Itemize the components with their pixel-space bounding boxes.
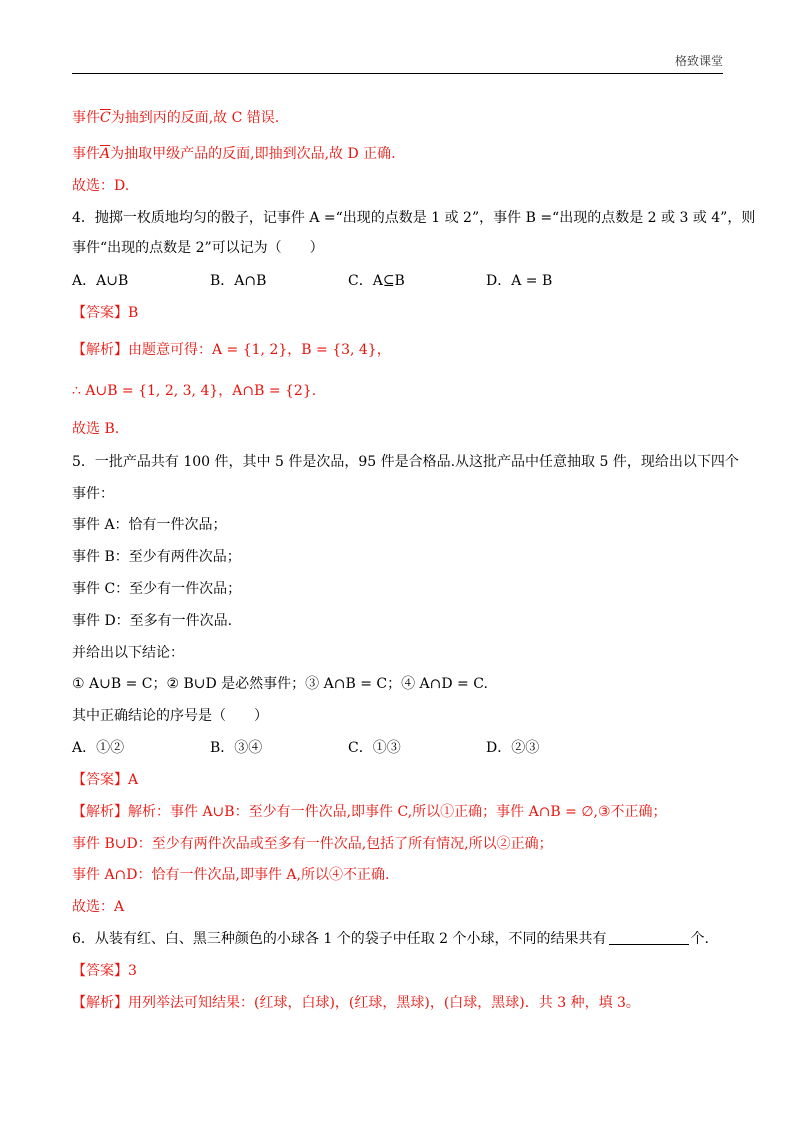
text: 事件 bbox=[72, 110, 100, 126]
complement-c: $\overline{C}$ bbox=[100, 110, 111, 126]
q6-answer: 【答案】3 bbox=[72, 963, 137, 979]
q5-event-c: 事件 C：至少有一件次品； bbox=[72, 581, 242, 597]
header-title: 格致课堂 bbox=[674, 54, 723, 68]
complement-a: $\overline{A}$ bbox=[100, 146, 111, 162]
q5-explain-2: 事件 B∪D：至少有两件次品或至多有一件次品,包括了所有情况,所以②正确； bbox=[72, 836, 553, 852]
q5-option-d: D．②③ bbox=[486, 740, 540, 756]
q5-given: 并给出以下结论： bbox=[72, 645, 184, 661]
q4-option-c: C．A⊆B bbox=[348, 273, 405, 289]
text: 事件 bbox=[72, 146, 100, 162]
text: 6．从装有红、白、黑三种颜色的小球各 1 个的袋子中任取 2 个小球，不同的结果共有 bbox=[72, 931, 607, 947]
q5-conclusions: ① A∪B = C；② B∪D 是必然事件；③ A∩B = C；④ A∩D = C. bbox=[72, 676, 488, 692]
q5-option-a: A．①② bbox=[72, 740, 125, 756]
q4-answer: 【答案】B bbox=[72, 305, 139, 321]
solution-line-c bbox=[72, 108, 723, 128]
q5-answer: 【答案】A bbox=[72, 772, 139, 788]
q6-stem bbox=[72, 929, 723, 949]
q4-explain-2: ∴ A∪B = {1, 2, 3, 4}，A∩B = {2}. bbox=[72, 383, 317, 399]
q4-choice: 故选 B. bbox=[72, 421, 120, 437]
answer-blank bbox=[609, 930, 689, 945]
q5-options bbox=[72, 738, 723, 758]
q5-stem-2: 事件： bbox=[72, 486, 114, 502]
q5-question: 其中正确结论的序号是（ ） bbox=[72, 708, 268, 724]
q4-option-a: A．A∪B bbox=[72, 273, 129, 289]
q4-options bbox=[72, 271, 723, 291]
q5-explain-1: 【解析】解析：事件 A∪B：至少有一件次品,即事件 C,所以①正确；事件 A∩B = ∅,③不正确； bbox=[72, 804, 667, 820]
solution-line-a bbox=[72, 144, 723, 164]
q5-choice: 故选：A bbox=[72, 899, 125, 915]
q5-event-a: 事件 A：恰有一件次品； bbox=[72, 517, 227, 533]
q4-explain-1: 【解析】由题意可得：A = {1, 2}，B = {3, 4}， bbox=[72, 342, 391, 358]
choice-line: 故选：D. bbox=[72, 178, 130, 194]
q4-option-b: B．A∩B bbox=[210, 273, 267, 289]
q4-option-d: D．A = B bbox=[486, 273, 553, 289]
text: 为抽取甲级产品的反面,即抽到次品,故 D 正确. bbox=[110, 146, 396, 162]
q5-option-c: C．①③ bbox=[348, 740, 401, 756]
q4-stem-1: 4．抛掷一枚质地均匀的骰子，记事件 A =“出现的点数是 1 或 2”，事件 B =“出现的点数是 2 或 3 或 4”，则 bbox=[72, 210, 756, 226]
q5-event-b: 事件 B：至少有两件次品； bbox=[72, 549, 241, 565]
q5-explain-3: 事件 A∩D：恰有一件次品,即事件 A,所以④不正确. bbox=[72, 867, 390, 883]
q5-stem-1: 5．一批产品共有 100 件，其中 5 件是次品，95 件是合格品.从这批产品中任意抽取 5 件，现给出以下四个 bbox=[72, 454, 739, 470]
q6-explain: 【解析】用列举法可知结果：(红球，白球)，(红球，黑球)，(白球，黑球)．共 3 种，填 3。 bbox=[72, 995, 640, 1011]
q5-option-b: B．③④ bbox=[210, 740, 263, 756]
q4-stem-2: 事件“出现的点数是 2”可以记为（ ） bbox=[72, 240, 324, 256]
text: 为抽到丙的反面,故 C 错误. bbox=[110, 110, 280, 126]
header-rule bbox=[72, 73, 723, 74]
text: 个. bbox=[690, 931, 709, 947]
q5-event-d: 事件 D：至多有一件次品. bbox=[72, 613, 233, 629]
